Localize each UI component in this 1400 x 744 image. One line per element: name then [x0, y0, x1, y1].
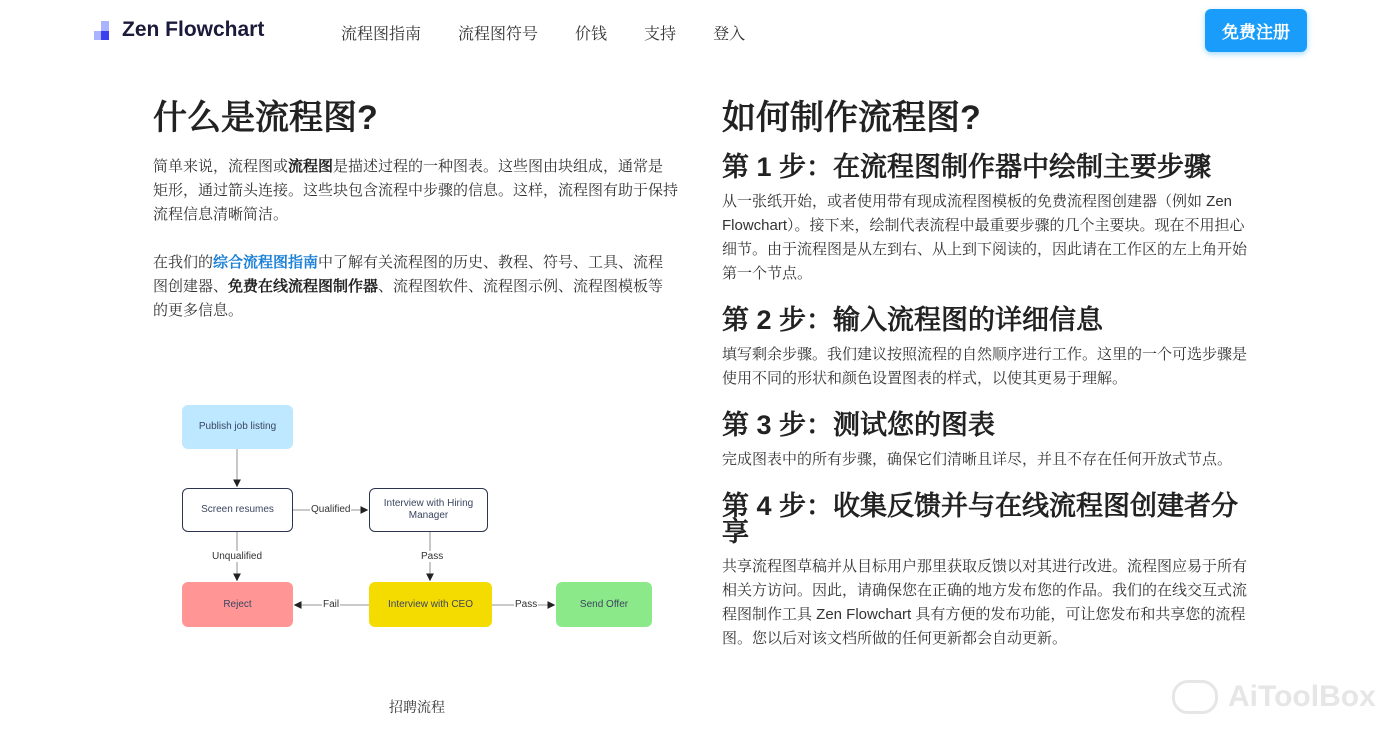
nav-support[interactable]: 支持 [644, 26, 677, 43]
step-3-heading: 第 3 步：测试您的图表 [722, 410, 996, 440]
right-column [722, 98, 1250, 651]
guide-paragraph: 在我们的综合流程图指南中了解有关流程图的历史、教程、符号、工具、流程图创建器、免费在线流程图制作器、流程图软件、流程图示例、流程图模板等的更多信息。 [153, 254, 664, 319]
node-send-offer: Send Offer [556, 582, 652, 627]
node-interview-ceo: Interview with CEO [369, 582, 492, 627]
label-unqualified: Unqualified [212, 551, 263, 562]
nav-login[interactable]: 登入 [713, 26, 746, 43]
step-4-heading: 第 4 步：收集反馈并与在线流程图创建者分享 [722, 491, 1239, 547]
node-interview-hiring-manager: Interview with Hiring Manager [369, 488, 488, 532]
step-2-text: 填写剩余步骤。我们建议按照流程的自然顺序进行工作。这里的一个可选步骤是使用不同的形状和颜色设置图表的样式，以使其更易于理解。 [722, 346, 1248, 387]
label-fail: Fail [323, 599, 340, 610]
nav-flowchart-symbols[interactable]: 流程图符号 [458, 26, 539, 43]
step-1-heading: 第 1 步：在流程图制作器中绘制主要步骤 [722, 152, 1212, 182]
label-qualified: Qualified [311, 504, 351, 515]
step-2-heading: 第 2 步：输入流程图的详细信息 [722, 305, 1104, 335]
intro-paragraph: 简单来说，流程图或流程图是描述过程的一种图表。这些图由块组成，通常是矩形，通过箭头连接。这些块包含流程中步骤的信息。这样，流程图有助于保持流程信息清晰简洁。 [153, 158, 679, 223]
step-4-text: 共享流程图草稿并从目标用户那里获取反馈以对其进行改进。流程图应易于所有相关方访问。因此，请确保您在正确的地方发布您的作品。我们的在线交互式流程图制作工具 Zen Flowchart 具有方便的发布功能，可让您发布和共享您的流程图。您以后对该文档所做的任何更新都会自动更新。 [722, 558, 1248, 647]
label-pass-ceo: Pass [515, 599, 538, 610]
brand-name: Zen Flowchart [122, 18, 265, 41]
watermark-chat-icon [1172, 680, 1218, 714]
nav-pricing[interactable]: 价钱 [575, 26, 608, 43]
signup-button[interactable]: 免费注册 [1205, 9, 1307, 52]
node-reject: Reject [182, 582, 293, 627]
how-to-make-title: 如何制作流程图? [722, 99, 981, 137]
flowchart-guide-link[interactable]: 综合流程图指南 [213, 254, 319, 271]
label-pass-hm: Pass [421, 551, 444, 562]
node-publish-job-listing: Publish job listing [182, 405, 293, 449]
diagram-caption: 招聘流程 [389, 699, 445, 715]
what-is-flowchart-title: 什么是流程图? [153, 99, 378, 137]
node-screen-resumes: Screen resumes [182, 488, 293, 532]
watermark [1172, 680, 1376, 714]
watermark-text: AiToolBox [1228, 680, 1376, 713]
nav-flowchart-guide[interactable]: 流程图指南 [341, 26, 422, 43]
step-1-text: 从一张纸开始，或者使用带有现成流程图模板的免费流程图创建器（例如 Zen Flowchart）。接下来，绘制代表流程中最重要步骤的几个主要块。现在不用担心细节。由于流程图是从左到右、从上到下阅读的，因此请在工作区的左上角开始第一个节点。 [722, 193, 1248, 282]
step-3-text: 完成图表中的所有步骤，确保它们清晰且详尽，并且不存在任何开放式节点。 [722, 451, 1233, 468]
